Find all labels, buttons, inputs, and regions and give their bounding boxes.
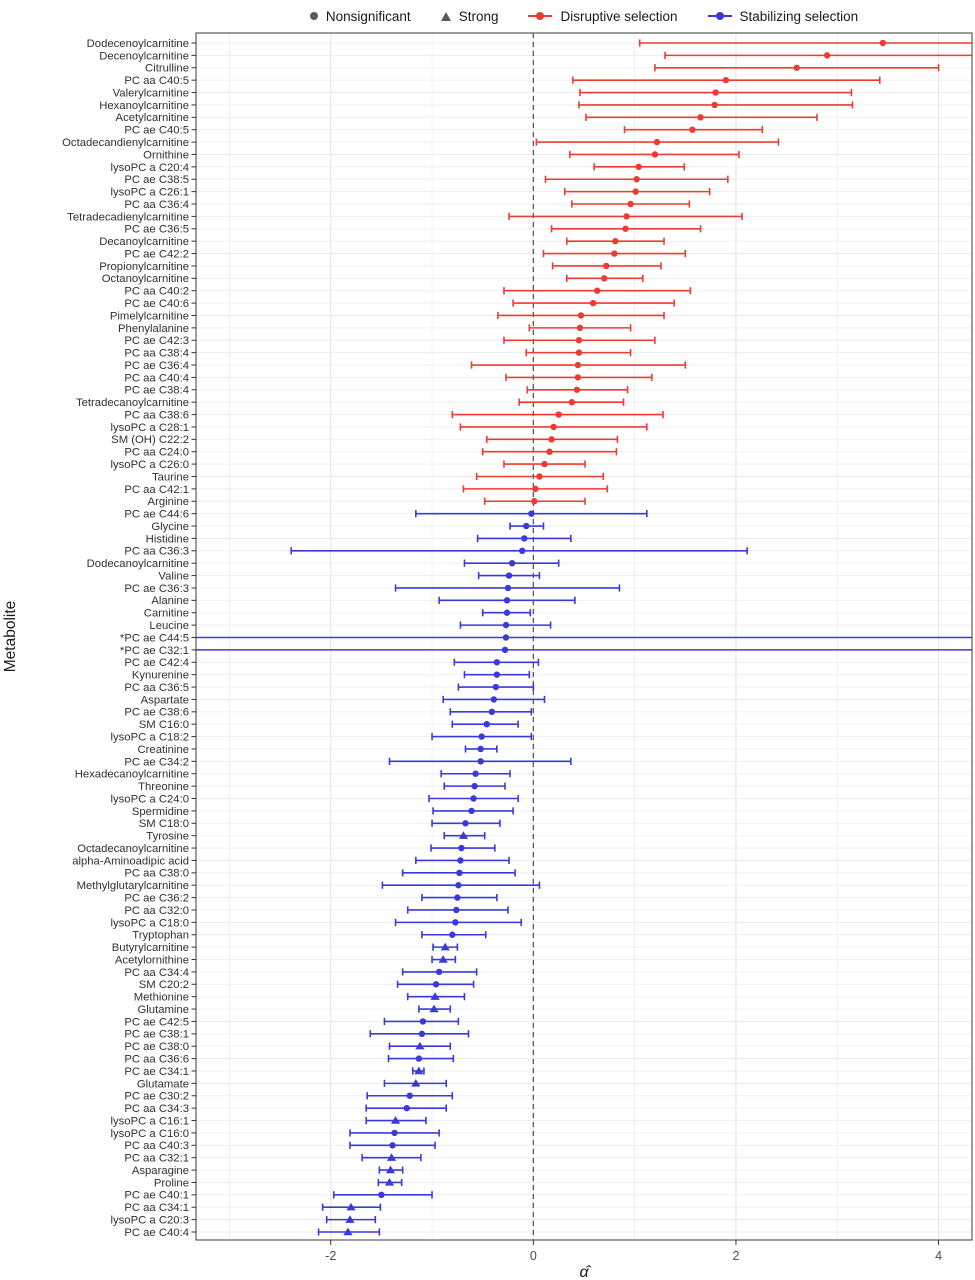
y-axis-tick-label: PC aa C36:6 — [124, 1053, 189, 1066]
point-marker-circle — [880, 40, 886, 46]
point-marker-circle — [550, 424, 556, 430]
point-marker-circle — [454, 894, 460, 900]
point-marker-circle — [575, 362, 581, 368]
point-marker-circle — [452, 919, 458, 925]
y-axis-tick-label: Valerylcarnitine — [112, 87, 189, 100]
y-axis-tick-label: Decenoylcarnitine — [99, 50, 189, 63]
y-axis-tick-label: PC ae C38:1 — [124, 1028, 189, 1041]
point-marker-circle — [471, 783, 477, 789]
point-marker-circle — [590, 300, 596, 306]
y-axis-tick-label: PC ae C38:5 — [124, 174, 189, 187]
y-axis-tick-label: PC aa C36:3 — [124, 545, 189, 558]
point-marker-circle — [391, 1130, 397, 1136]
legend-label: Nonsignificant — [325, 8, 411, 24]
point-marker-circle — [407, 1093, 413, 1099]
y-axis-tick-label: PC aa C34:3 — [124, 1103, 189, 1116]
point-marker-circle — [555, 411, 561, 417]
legend-item-nonsignificant — [310, 9, 411, 24]
point-marker-circle — [536, 473, 542, 479]
y-axis-tick-label: PC aa C38:0 — [124, 867, 189, 880]
legend-item-stabilizing-selection — [708, 9, 859, 24]
point-marker-circle — [494, 659, 500, 665]
legend-item-disruptive-selection — [528, 9, 677, 24]
y-axis-tick-label: Glycine — [151, 520, 189, 533]
point-marker-circle — [532, 486, 538, 492]
y-axis-tick-label: lysoPC a C24:0 — [110, 793, 189, 806]
point-marker-circle — [449, 932, 455, 938]
point-marker-circle — [636, 164, 642, 170]
y-axis-tick-label: PC ae C38:4 — [124, 384, 189, 397]
y-axis-tick-label: Proline — [153, 1177, 189, 1190]
point-marker-circle — [627, 201, 633, 207]
point-marker-circle — [420, 1018, 426, 1024]
y-axis-tick-label: PC ae C38:0 — [124, 1041, 189, 1054]
point-marker-circle — [433, 981, 439, 987]
y-axis-tick-label: Octanoylcarnitine — [101, 273, 189, 286]
y-axis-tick-label: PC ae C38:6 — [124, 706, 189, 719]
point-marker-circle — [457, 857, 463, 863]
point-marker-circle — [436, 969, 442, 975]
point-marker-circle — [468, 808, 474, 814]
point-marker-circle — [652, 151, 658, 157]
errorbar-point-icon — [708, 11, 732, 21]
y-axis-tick-label: lysoPC a C20:3 — [110, 1214, 189, 1227]
point-marker-circle — [575, 374, 581, 380]
legend-label: Disruptive selection — [560, 8, 678, 24]
y-axis-tick-label: PC ae C34:2 — [124, 756, 189, 769]
y-axis-tick-label: Butyrylcarnitine — [111, 942, 189, 955]
y-axis-tick-label: PC aa C40:3 — [124, 1140, 189, 1153]
y-axis-tick-label: PC aa C36:4 — [124, 198, 189, 211]
y-axis-tick-label: Glutamate — [136, 1078, 189, 1091]
y-axis-tick-label: PC aa C34:4 — [124, 966, 189, 979]
y-axis-tick-label: Octadecandienylcarnitine — [62, 136, 189, 149]
y-axis-tick-label: Propionylcarnitine — [99, 260, 189, 273]
y-axis-tick-label: PC ae C42:5 — [124, 1016, 189, 1029]
y-axis-tick-label: lysoPC a C16:0 — [110, 1127, 189, 1140]
point-marker-circle — [453, 907, 459, 913]
point-marker-circle — [723, 77, 729, 83]
y-axis-tick-label: Methionine — [133, 991, 189, 1004]
y-axis-tick-label: Glutamine — [137, 1003, 189, 1016]
point-marker-circle — [404, 1105, 410, 1111]
y-axis-tick-label: Alanine — [151, 595, 189, 608]
point-marker-circle — [503, 634, 509, 640]
point-marker-circle — [489, 709, 495, 715]
y-axis-tick-label: PC aa C34:1 — [124, 1202, 189, 1215]
y-axis-tick-label: PC aa C38:4 — [124, 347, 189, 360]
chart-legend — [196, 4, 972, 28]
point-marker-circle — [601, 275, 607, 281]
y-axis-tick-label: Aspartate — [140, 694, 189, 707]
y-axis-tick-label: Hexanoylcarnitine — [99, 99, 189, 112]
y-axis-tick-label: PC ae C36:4 — [124, 359, 189, 372]
y-axis-tick-label: *PC ae C32:1 — [119, 644, 189, 657]
point-marker-circle — [594, 288, 600, 294]
x-axis-tick-label: 0 — [529, 1249, 537, 1263]
x-axis-title: α̂ — [579, 1264, 589, 1280]
point-marker-circle — [462, 820, 468, 826]
y-axis-tick-label: SM (OH) C22:2 — [111, 434, 189, 447]
y-axis-tick-label: PC aa C32:0 — [124, 904, 189, 917]
y-axis-tick-label: PC ae C36:5 — [124, 223, 189, 236]
y-axis-tick-label: Tetradecanoylcarnitine — [75, 397, 189, 410]
point-marker-circle — [470, 795, 476, 801]
point-marker-circle — [509, 560, 515, 566]
y-axis-tick-label: lysoPC a C20:4 — [110, 161, 189, 174]
point-marker-circle — [416, 1055, 422, 1061]
point-marker-circle — [494, 671, 500, 677]
point-marker-circle — [824, 52, 830, 58]
y-axis-tick-label: PC ae C40:6 — [124, 297, 189, 310]
y-axis-tick-label: Leucine — [149, 620, 189, 633]
y-axis-tick-label: PC ae C42:2 — [124, 248, 189, 261]
point-marker-circle — [623, 213, 629, 219]
point-marker-circle — [523, 523, 529, 529]
point-marker-circle — [504, 597, 510, 603]
point-marker-circle — [455, 882, 461, 888]
point-marker-circle — [611, 250, 617, 256]
y-axis-tick-label: PC aa C42:1 — [124, 483, 189, 496]
y-axis-tick-label: PC ae C36:3 — [124, 582, 189, 595]
x-axis-tick-label: 4 — [935, 1249, 943, 1263]
y-axis-tick-label: lysoPC a C16:1 — [110, 1115, 189, 1128]
y-axis-tick-label: Ornithine — [143, 149, 189, 162]
x-axis-tick-label: 2 — [732, 1249, 740, 1263]
x-axis-tick-label: -2 — [325, 1249, 337, 1263]
y-axis-tick-label: Creatinine — [137, 743, 189, 756]
y-axis-tick-label: lysoPC a C18:0 — [110, 917, 189, 930]
y-axis-tick-label: PC ae C30:2 — [124, 1090, 189, 1103]
point-marker-circle — [477, 758, 483, 764]
y-axis-tick-label: PC ae C42:4 — [124, 657, 189, 670]
y-axis-tick-label: PC aa C32:1 — [124, 1152, 189, 1165]
y-axis-tick-label: Phenylalanine — [118, 322, 189, 335]
point-marker-circle — [478, 733, 484, 739]
y-axis-tick-label: Tryptophan — [132, 929, 189, 942]
legend-label: Stabilizing selection — [739, 8, 859, 24]
point-marker-circle — [632, 188, 638, 194]
legend-item-strong — [441, 9, 499, 24]
point-marker-circle — [519, 548, 525, 554]
point-marker-circle — [633, 176, 639, 182]
errorbar-point-icon — [528, 11, 552, 21]
y-axis-tick-label: *PC ae C44:5 — [119, 632, 189, 645]
y-axis-tick-label: PC aa C24:0 — [124, 446, 189, 459]
y-axis-tick-label: Acetylcarnitine — [115, 112, 189, 125]
y-axis-tick-label: PC ae C34:1 — [124, 1065, 189, 1078]
y-axis-tick-label: PC aa C38:6 — [124, 409, 189, 422]
point-marker-circle — [504, 610, 510, 616]
y-axis-tick-label: PC aa C36:5 — [124, 681, 189, 694]
point-marker-circle — [711, 102, 717, 108]
point-marker-circle — [689, 126, 695, 132]
y-axis-tick-label: Dodecenoylcarnitine — [86, 37, 189, 50]
y-axis-tick-label: PC ae C36:2 — [124, 892, 189, 905]
y-axis-tick-label: SM C20:2 — [138, 979, 189, 992]
point-marker-circle — [548, 436, 554, 442]
y-axis-tick-label: Taurine — [151, 471, 189, 484]
y-axis-tick-label: Citrulline — [145, 62, 189, 75]
point-marker-circle — [484, 721, 490, 727]
point-marker-circle — [528, 510, 534, 516]
y-axis-tick-label: PC ae C40:5 — [124, 124, 189, 137]
point-marker-circle — [569, 399, 575, 405]
y-axis-tick-label: Arginine — [147, 496, 189, 509]
strong-triangle-icon — [441, 12, 451, 21]
y-axis-tick-label: PC aa C40:2 — [124, 285, 189, 298]
point-marker-circle — [458, 845, 464, 851]
point-marker-circle — [505, 585, 511, 591]
y-axis-tick-label: Octadecanoylcarnitine — [77, 842, 189, 855]
point-marker-circle — [576, 337, 582, 343]
point-marker-circle — [546, 449, 552, 455]
point-marker-circle — [603, 263, 609, 269]
point-marker-circle — [541, 461, 547, 467]
y-axis-tick-label: Spermidine — [131, 805, 189, 818]
point-marker-circle — [503, 622, 509, 628]
y-axis-tick-label: SM C16:0 — [138, 719, 189, 732]
y-axis-tick-label: Tetradecadienylcarnitine — [67, 211, 189, 224]
y-axis-tick-label: SM C18:0 — [138, 818, 189, 831]
y-axis-tick-label: Carnitine — [143, 607, 189, 620]
point-marker-circle — [472, 771, 478, 777]
y-axis-tick-label: lysoPC a C26:0 — [110, 459, 189, 472]
point-marker-circle — [578, 312, 584, 318]
point-marker-circle — [477, 746, 483, 752]
point-marker-circle — [521, 535, 527, 541]
y-axis-tick-label: Threonine — [138, 781, 189, 794]
y-axis-tick-label: lysoPC a C26:1 — [110, 186, 189, 199]
y-axis-tick-label: Pimelylcarnitine — [109, 310, 189, 323]
point-marker-circle — [419, 1031, 425, 1037]
y-axis-tick-label: Methylglutarylcarnitine — [76, 880, 189, 893]
point-marker-circle — [622, 226, 628, 232]
y-axis-tick-label: Valine — [158, 570, 189, 583]
y-axis-tick-label: Acetylornithine — [114, 954, 189, 967]
y-axis-title: Metabolite — [2, 600, 19, 673]
y-axis-tick-label: PC ae C40:4 — [124, 1226, 189, 1239]
point-marker-circle — [389, 1142, 395, 1148]
point-marker-circle — [794, 65, 800, 71]
point-marker-circle — [712, 89, 718, 95]
y-axis-tick-label: PC aa C40:5 — [124, 75, 189, 88]
y-axis-tick-label: Dodecanoylcarnitine — [86, 558, 189, 571]
y-axis-tick-label: Decanoylcarnitine — [99, 236, 189, 249]
point-marker-circle — [491, 696, 497, 702]
point-marker-circle — [493, 684, 499, 690]
y-axis-tick-label: Hexadecanoylcarnitine — [74, 768, 189, 781]
y-axis-tick-label: Kynurenine — [131, 669, 189, 682]
y-axis-tick-label: PC ae C40:1 — [124, 1189, 189, 1202]
point-marker-circle — [502, 647, 508, 653]
y-axis-tick-label: Tyrosine — [146, 830, 189, 843]
point-marker-circle — [654, 139, 660, 145]
point-marker-circle — [697, 114, 703, 120]
point-marker-circle — [612, 238, 618, 244]
y-axis-tick-label: Asparagine — [131, 1164, 189, 1177]
y-axis-tick-label: alpha-Aminoadipic acid — [72, 855, 189, 868]
point-marker-circle — [576, 349, 582, 355]
point-marker-circle — [577, 325, 583, 331]
point-marker-circle — [506, 572, 512, 578]
y-axis-tick-label: PC ae C42:3 — [124, 335, 189, 348]
point-marker-circle — [531, 498, 537, 504]
point-marker-circle — [456, 870, 462, 876]
point-marker-circle — [574, 387, 580, 393]
y-axis-tick-label: PC aa C40:4 — [124, 372, 189, 385]
y-axis-tick-label: Histidine — [145, 533, 189, 546]
y-axis-tick-label: lysoPC a C18:2 — [110, 731, 189, 744]
legend-label: Strong — [458, 8, 499, 24]
point-marker-circle — [378, 1192, 384, 1198]
y-axis-tick-label: lysoPC a C28:1 — [110, 421, 189, 434]
nonsignificant-circle-icon — [310, 12, 318, 20]
y-axis-tick-label: PC ae C44:6 — [124, 508, 189, 521]
